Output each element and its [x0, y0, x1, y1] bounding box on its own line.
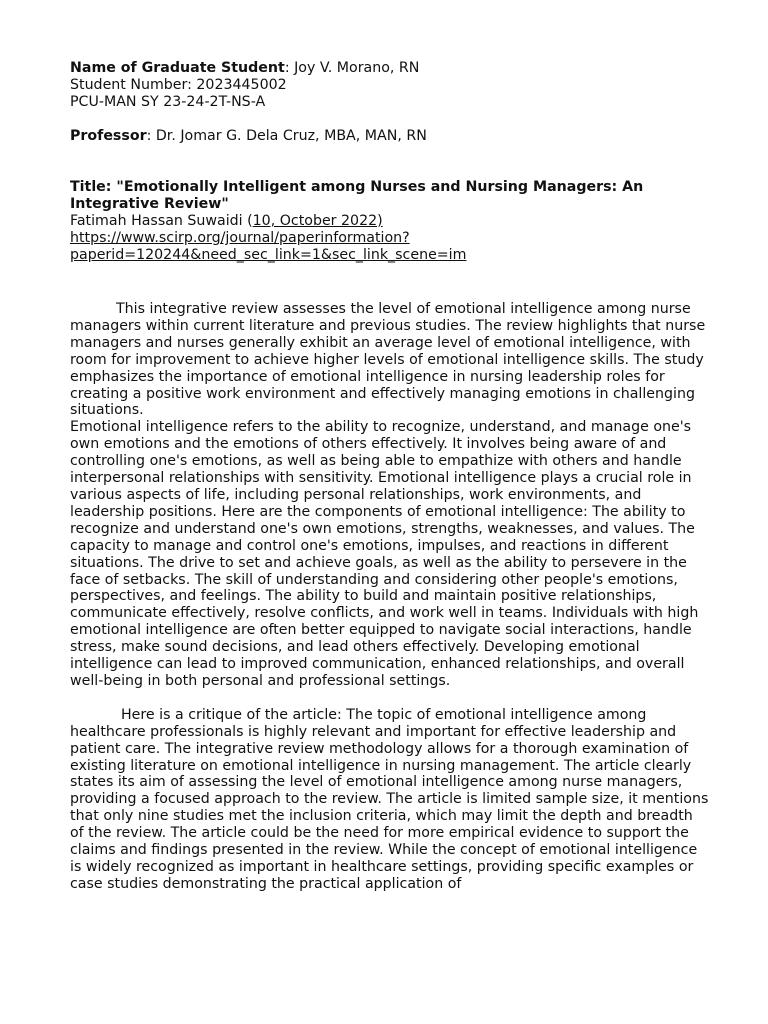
- professor-name: : Dr. Jomar G. Dela Cruz, MBA, MAN, RN: [146, 128, 427, 144]
- article-author: Fatimah Hassan Suwaidi (: [70, 213, 253, 229]
- article-title: Title: "Emotionally Intelligent among Nurses and Nursing Managers: An Integrative Review": [70, 179, 644, 212]
- spacer: [70, 111, 710, 128]
- paragraph-summary: This integrative review assesses the level of emotional intelligence among nurse managers within current literature and previous studies. The review highlights that nurse managers and nurses generally exhibit an average level of emotional intelligence, with room for improvement to achieve higher levels of emotional intelligence skills. The study emphasizes the importance of emotional intelligence in nursing leadership roles for creating a positive work environment and effectively managing emotions in challenging situations.: [70, 301, 706, 419]
- spacer: [70, 690, 710, 707]
- student-name-line: [70, 60, 710, 77]
- section-code: PCU-MAN SY 23-24-2T-NS-A: [70, 94, 266, 110]
- student-name: : Joy V. Morano, RN: [284, 60, 420, 76]
- article-url-line1[interactable]: https://www.scirp.org/journal/paperinformation?: [70, 230, 410, 246]
- paragraph-definition: Emotional intelligence refers to the ability to recognize, understand, and manage one's own emotions and the emotions of others effectively. It involves being aware of and controlling one's emotions, as well as being able to empathize with others and handle interpersonal relationships with sensitivity. Emotional intelligence plays a crucial role in various aspects of life, including personal relationships, work environments, and leadership positions. Here are the components of emotional intelligence: The ability to recognize and understand one's own emotions, strengths, weaknesses, and values. The capacity to manage and control one's emotions, impulses, and reactions in different situations. The drive to set and achieve goals, as well as the ability to persevere in the face of setbacks. The skill of understanding and considering other people's emotions, perspectives, and feelings. The ability to build and maintain positive relationships, communicate effectively, resolve conflicts, and work well in teams. Individuals with high emotional intelligence are often better equipped to navigate social interactions, handle stress, make sound decisions, and lead others effectively. Developing emotional intelligence can lead to improved communication, enhanced relationships, and overall well-being in both personal and professional settings.: [70, 419, 699, 689]
- paragraph-critique: Here is a critique of the article: The topic of emotional intelligence among healthcare professionals is highly relevant and important for effective leadership and patient care. The integrative review methodology allows for a thorough examination of existing literature on emotional intelligence in nursing management. The article clearly states its aim of assessing the level of emotional intelligence among nurse managers, providing a focused approach to the review. The article is limited sample size, it mentions that only nine studies met the inclusion criteria, which may limit the depth and breadth of the review. The article could be the need for more empirical evidence to support the claims and findings presented in the review. While the concept of emotional intelligence is widely recognized as important in healthcare settings, providing specific examples or case studies demonstrating the practical application of: [70, 706, 709, 892]
- article-url-line2[interactable]: paperid=120244&need_sec_link=1&sec_link_scene=im: [70, 247, 467, 263]
- student-label: Name of Graduate Student: [70, 60, 285, 76]
- document-page: [70, 60, 710, 893]
- article-url[interactable]: [70, 230, 710, 247]
- author-line: [70, 213, 710, 230]
- professor-label: Professor: [70, 128, 147, 144]
- article-url-continued[interactable]: [70, 247, 710, 264]
- article-date: 10, October 2022): [252, 213, 383, 229]
- professor-line: [70, 128, 710, 145]
- spacer: [70, 145, 710, 179]
- student-number: Student Number: 2023445002: [70, 77, 287, 93]
- spacer: [70, 264, 710, 301]
